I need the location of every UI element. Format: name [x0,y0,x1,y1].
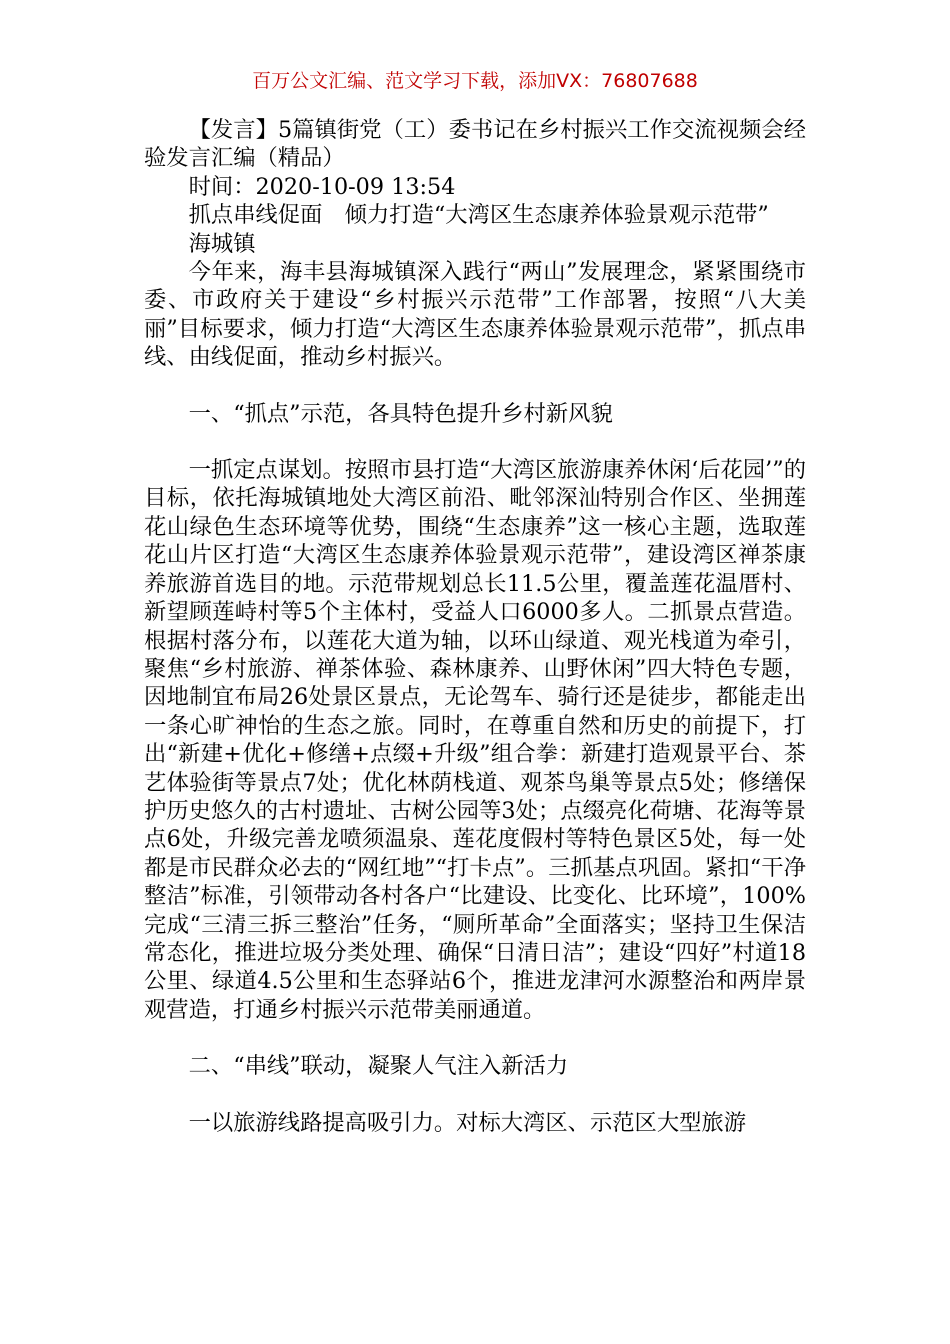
document-time: 时间：2020-10-09 13:54 [188,173,456,200]
document-subtitle: 抓点串线促面 倾力打造“大湾区生态康养体验景观示范带” [188,202,769,229]
promo-banner: 百万公文汇编、范文学习下载，添加VX：76807688 [252,70,698,92]
document-body [144,116,806,1137]
section-2-paragraph: 一以旅游线路提高吸引力。对标大湾区、示范区大型旅游 [188,1109,747,1136]
document-title: 【发言】5篇镇街党（工）委书记在乡村振兴工作交流视频会经验发言汇编（精品） [144,117,806,172]
document-author: 海城镇 [188,230,256,257]
section-1-paragraph: 一抓定点谋划。按照市县打造“大湾区旅游康养休闲‘后花园’”的目标，依托海城镇地处大湾区前沿、毗邻深汕特别合作区、坐拥莲花山绿色生态环境等优势，围绕“生态康养”这一核心主题，选取莲花山片区打造“大湾区生态康养体验景观示范带”，建设湾区禅茶康养旅游首选目的地。示范带规划总长11.5公里，覆盖莲花温厝村、新望顾莲峙村等5个主体村，受益人口6000多人。二抓景点营造。根据村落分布，以莲花大道为轴，以环山绿道、观光栈道为牵引，聚焦“乡村旅游、禅茶体验、森林康养、山野休闲”四大特色专题，因地制宜布局26处景区景点，无论驾车、骑行还是徒步，都能走出一条心旷神怡的生态之旅。同时，在尊重自然和历史的前提下，打出“新建+优化+修缮+点缀+升级”组合拳：新建打造观景平台、茶艺体验街等景点7处；优化林荫栈道、观茶鸟巢等景点5处；修缮保护历史悠久的古村遗址、古树公园等3处；点缀亮化荷塘、花海等景点6处，升级完善龙喷须温泉、莲花度假村等特色景区5处，每一处都是市民群众必去的“网红地”“打卡点”。三抓基点巩固。紧扣“干净整洁”标准，引领带动各村各户“比建设、比变化、比环境”，100%完成“三清三拆三整治”任务，“厕所革命”全面落实；坚持卫生保洁常态化，推进垃圾分类处理、确保“日清日洁”；建设“四好”村道18公里、绿道4.5公里和生态驿站6个，推进龙津河水源整治和两岸景观营造，打通乡村振兴示范带美丽通道。 [144,457,806,1023]
section-1-heading: 一、“抓点”示范，各具特色提升乡村新风貌 [188,400,613,427]
intro-paragraph: 今年来，海丰县海城镇深入践行“两山”发展理念，紧紧围绕市委、市政府关于建设“乡村振兴示范带”工作部署，按照“八大美丽”目标要求，倾力打造“大湾区生态康养体验景观示范带”，抓点串线、由线促面，推动乡村振兴。 [144,259,806,371]
section-2-heading: 二、“串线”联动，凝聚人气注入新活力 [188,1053,569,1080]
